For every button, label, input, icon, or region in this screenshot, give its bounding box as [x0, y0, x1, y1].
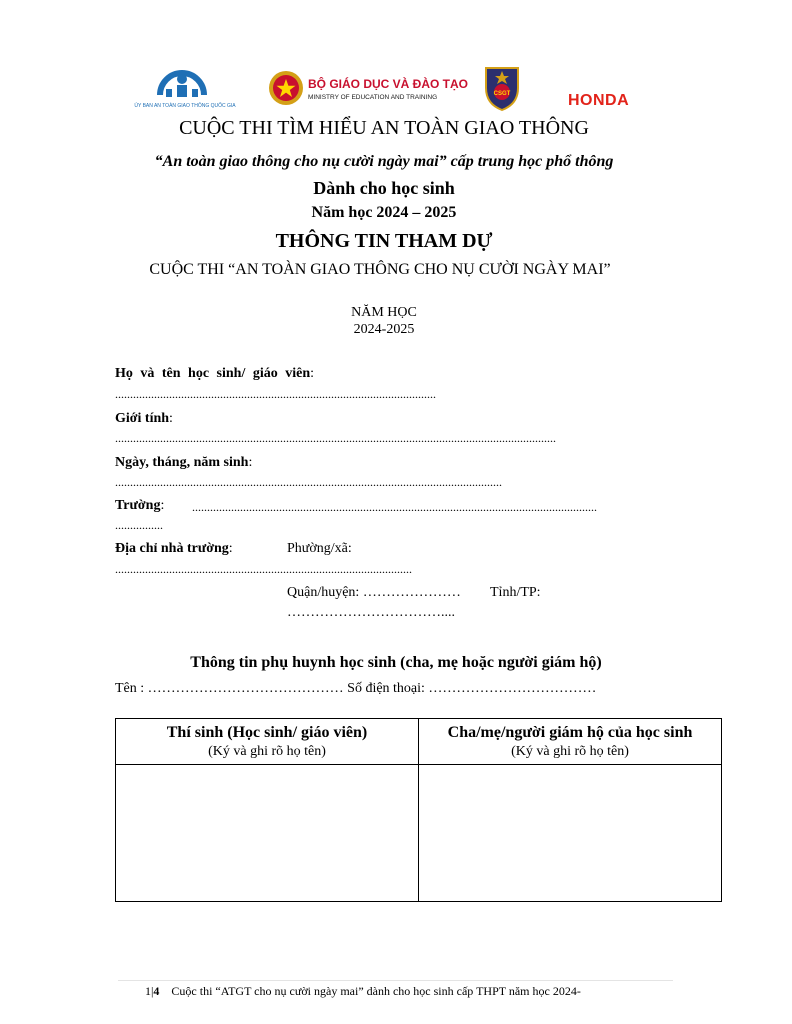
page-number: 1 — [145, 984, 151, 998]
svg-text:ỦY BAN AN TOÀN GIAO THÔNG QUỐC: ỦY BAN AN TOÀN GIAO THÔNG QUỐC GIA — [134, 103, 236, 109]
school-address-field[interactable]: Địa chỉ nhà trường: — [115, 541, 233, 556]
dob-field[interactable]: Ngày, tháng, năm sinh: — [115, 455, 253, 470]
school-dots[interactable]: ....................................................................................................................................... — [192, 500, 597, 514]
audience-line: Dành cho học sinh — [313, 178, 455, 198]
candidate-subheader: (Ký và ghi rõ họ tên) — [208, 744, 326, 759]
guardian-subheader: (Ký và ghi rõ họ tên) — [511, 744, 629, 759]
signature-table — [115, 718, 722, 902]
name-dots[interactable]: ........................................................................................................... — [115, 387, 436, 401]
ward-label: Phường/xã: — [287, 541, 352, 556]
province-label: Tỉnh/TP: — [490, 585, 541, 600]
footer-divider — [118, 980, 673, 981]
candidate-header: Thí sinh (Học sinh/ giáo viên) — [166, 724, 368, 741]
address-label: Địa chỉ nhà trường — [115, 541, 229, 556]
year-value: 2024-2025 — [353, 322, 415, 337]
signature-row — [116, 765, 722, 902]
year-label: NĂM HỌC — [351, 305, 417, 320]
ward-dots[interactable]: ................................................................................................... — [115, 562, 412, 576]
ministry-of-education-logo — [268, 68, 469, 108]
school-field[interactable]: Trường: — [115, 498, 165, 513]
contest-name: CUỘC THI “AN TOÀN GIAO THÔNG CHO NỤ CƯỜI NGÀY MAI” — [149, 261, 611, 278]
name-field[interactable]: Họ và tên học sinh/ giáo viên: — [115, 366, 315, 381]
svg-text:MINISTRY OF EDUCATION AND TRAI: MINISTRY OF EDUCATION AND TRAINING — [308, 94, 438, 101]
school-label: Trường — [115, 498, 161, 513]
svg-text:BỘ GIÁO DỤC VÀ ĐÀO TẠO: BỘ GIÁO DỤC VÀ ĐÀO TẠO — [308, 77, 469, 91]
contest-subtitle: “An toàn giao thông cho nụ cười ngày mai” cấp trung học phổ thông — [154, 153, 614, 170]
national-traffic-safety-logo — [130, 67, 240, 111]
candidate-header-cell — [116, 719, 419, 765]
academic-year: Năm học 2024 – 2025 — [311, 204, 457, 221]
signature-header-row — [116, 719, 722, 765]
name-label: Họ và tên học sinh/ giáo viên — [115, 366, 311, 381]
parent-name-phone-line[interactable]: Tên : …………………………………… Số điện thoại: ……………………………… — [115, 681, 597, 696]
logo-bar — [130, 62, 680, 112]
svg-text:CSGT: CSGT — [493, 91, 511, 97]
guardian-header-cell — [419, 719, 722, 765]
district-field[interactable]: Quận/huyện: ………………… — [287, 585, 461, 600]
parent-info-title: Thông tin phụ huynh học sinh (cha, mẹ hoặc người giám hộ) — [190, 654, 602, 671]
candidate-signature-box[interactable] — [116, 765, 419, 902]
school-dots-continued: ................ — [115, 518, 163, 532]
honda-logo: HONDA — [568, 92, 630, 109]
guardian-signature-box[interactable] — [419, 765, 722, 902]
guardian-header: Cha/mẹ/người giám hộ của học sinh — [447, 724, 693, 741]
dob-dots[interactable]: ................................................................................................................................. — [115, 475, 502, 489]
gender-dots[interactable]: ................................................................................................................................................... — [115, 431, 556, 445]
page-total: 4 — [153, 984, 160, 998]
gender-field[interactable]: Giới tính: — [115, 411, 173, 426]
section-title: THÔNG TIN THAM DỰ — [275, 230, 493, 252]
page-footer — [145, 984, 581, 999]
traffic-police-emblem — [482, 62, 522, 112]
page-separator: | — [151, 984, 154, 998]
footer-text: Cuộc thi “ATGT cho nụ cười ngày mai” dành cho học sinh cấp THPT năm học 2024- — [171, 984, 581, 998]
dob-label: Ngày, tháng, năm sinh — [115, 455, 249, 470]
province-dots[interactable]: …………………………….... — [287, 605, 455, 620]
gender-label: Giới tính — [115, 411, 170, 426]
contest-title: CUỘC THI TÌM HIỂU AN TOÀN GIAO THÔNG — [179, 117, 589, 139]
year-block — [0, 304, 768, 338]
